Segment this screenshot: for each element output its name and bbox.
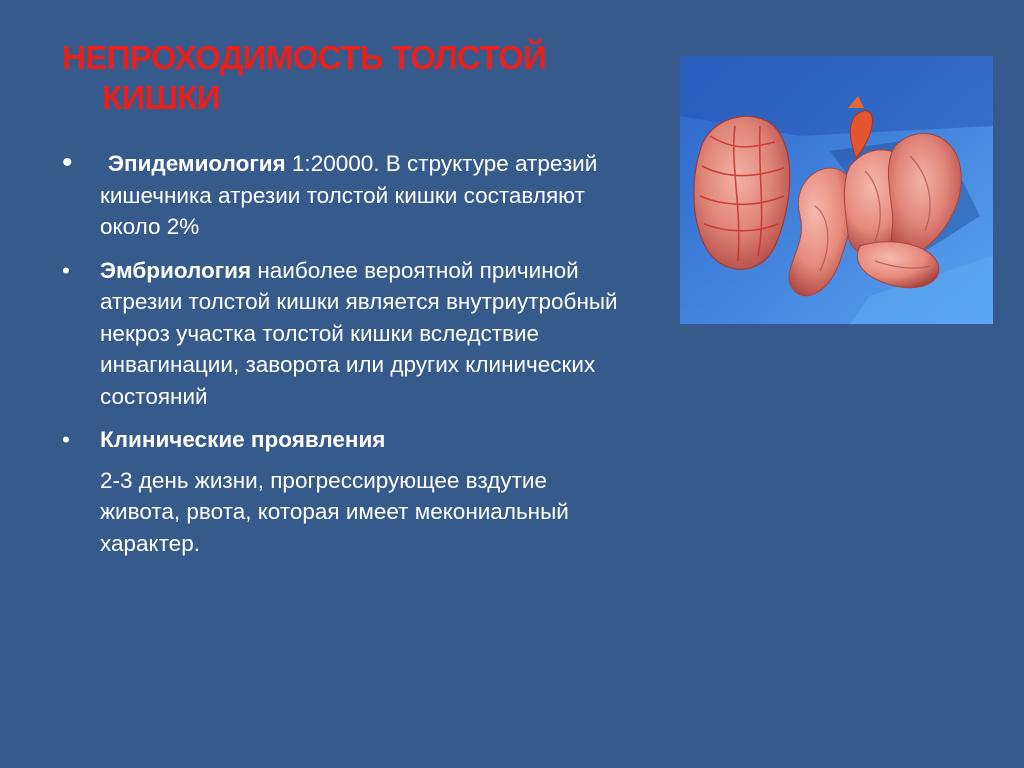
intestine-photo <box>680 56 993 324</box>
bullet-item-clinical <box>62 424 622 456</box>
bullet-dot: • <box>62 257 70 283</box>
slide-title-line-2: КИШКИ <box>102 79 220 116</box>
bullet-heading: Клинические проявления <box>100 427 386 452</box>
clinical-description: 2-3 день жизни, прогрессирующее вздутие живота, рвота, которая имеет мекониальный характер. <box>100 467 569 556</box>
bullet-heading: Эмбриология <box>100 257 252 283</box>
bullet-item-embryology <box>62 255 622 413</box>
bullet-text: 1:20000. В структуре атрезий кишечника атрезии толстой кишки составляют около 2% <box>100 151 598 239</box>
bullet-dot: • <box>62 146 73 179</box>
bullet-list <box>62 148 622 559</box>
bullet-text: наиболее вероятной причиной атрезии толстой кишки является внутриутробный некроз участка толстой кишки вследствие инвагинации, заворота или других клинических состояний <box>100 257 618 409</box>
bullet-heading: Эпидемиология <box>108 151 286 176</box>
slide-title <box>62 38 642 118</box>
intestine-illustration <box>680 56 993 324</box>
bullet-item-epidemiology <box>62 148 622 243</box>
slide-title-line-1: НЕПРОХОДИМОСТЬ ТОЛСТОЙ <box>62 39 547 76</box>
bullet-dot: • <box>62 427 70 452</box>
